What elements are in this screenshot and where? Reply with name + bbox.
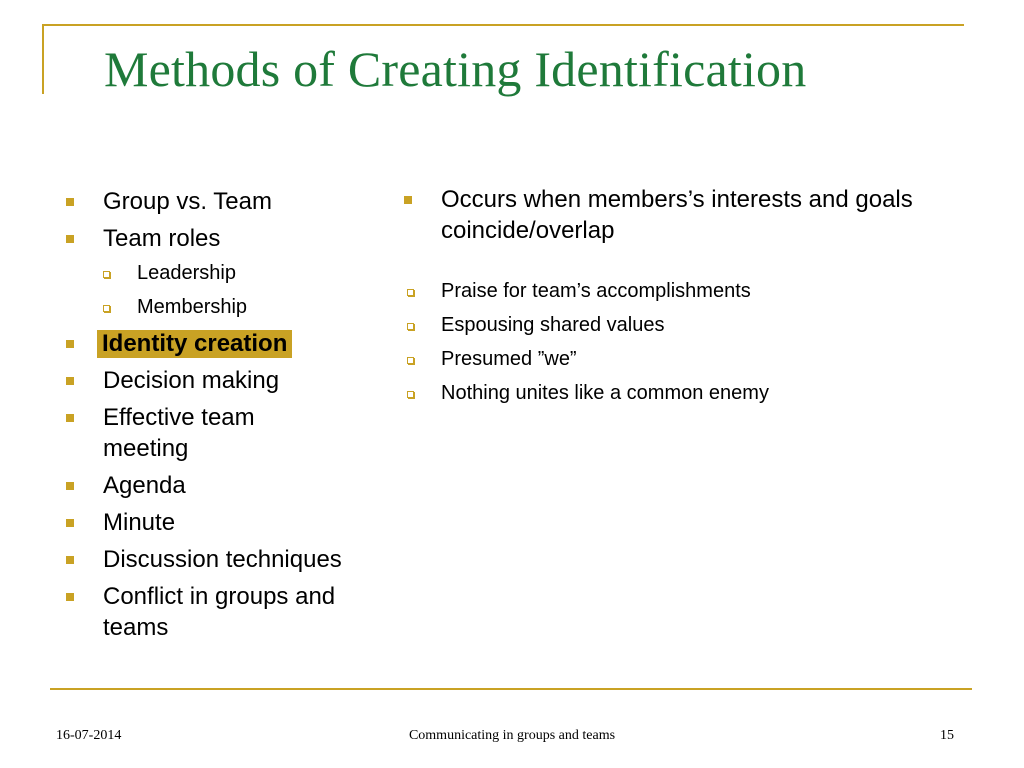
hollow-square-bullet-icon (407, 357, 414, 364)
hollow-square-bullet-icon (103, 305, 110, 312)
list-item (66, 544, 346, 575)
list-item-label: Conflict in groups and teams (103, 583, 336, 641)
highlighted-item-label: Identity creation (97, 330, 292, 358)
hollow-square-bullet-icon (407, 323, 414, 330)
right-bullet-column (404, 184, 964, 414)
sub-item-label: Leadership (137, 262, 236, 284)
sub-item-label: Nothing unites like a common enemy (441, 382, 769, 404)
list-item (66, 365, 346, 396)
list-item (66, 581, 346, 643)
sub-list-item (66, 260, 346, 286)
hollow-square-bullet-icon (103, 271, 110, 278)
sub-item-label: Praise for team’s accomplishments (441, 280, 751, 302)
list-item-label: Discussion techniques (103, 546, 342, 573)
list-item (66, 186, 346, 217)
list-item (66, 402, 346, 464)
square-bullet-icon (66, 519, 74, 527)
list-item (404, 184, 964, 246)
sub-item-label: Membership (137, 296, 248, 318)
description-list (404, 184, 964, 246)
list-item (66, 507, 346, 538)
list-item (66, 223, 346, 254)
square-bullet-icon (404, 196, 412, 204)
list-item-label: Group vs. Team (103, 188, 272, 215)
sub-item-label: Presumed ”we” (441, 348, 577, 370)
left-border-line (42, 24, 44, 94)
square-bullet-icon (66, 377, 74, 385)
sub-list-item (66, 294, 346, 320)
footer-title: Communicating in groups and teams (408, 728, 616, 743)
list-item-label: Agenda (103, 472, 186, 499)
square-bullet-icon (66, 556, 74, 564)
top-border-line (42, 24, 964, 26)
footer-divider (50, 688, 972, 690)
list-item-highlighted (66, 328, 346, 359)
left-bullet-column (66, 186, 346, 649)
square-bullet-icon (66, 235, 74, 243)
footer-date: 16-07-2014 (56, 728, 122, 743)
sub-item-label: Espousing shared values (441, 314, 665, 336)
topic-list (66, 186, 346, 643)
sub-list-item (404, 312, 964, 338)
examples-list (404, 278, 964, 406)
square-bullet-icon (66, 414, 74, 422)
square-bullet-icon (66, 593, 74, 601)
square-bullet-icon (66, 340, 74, 348)
list-item-label: Occurs when members’s interests and goals coincide/overlap (441, 186, 913, 244)
slide-title: Methods of Creating Identification (104, 41, 807, 97)
sub-list-item (404, 278, 964, 304)
square-bullet-icon (66, 482, 74, 490)
list-item-label: Team roles (103, 225, 221, 252)
hollow-square-bullet-icon (407, 289, 414, 296)
sub-list-item (404, 380, 964, 406)
list-item (66, 470, 346, 501)
list-item-label: Effective team meeting (103, 404, 255, 462)
list-item-label: Minute (103, 509, 176, 536)
list-item-label: Decision making (103, 367, 280, 394)
square-bullet-icon (66, 198, 74, 206)
hollow-square-bullet-icon (407, 391, 414, 398)
page-number: 15 (940, 728, 954, 743)
sub-list-item (404, 346, 964, 372)
